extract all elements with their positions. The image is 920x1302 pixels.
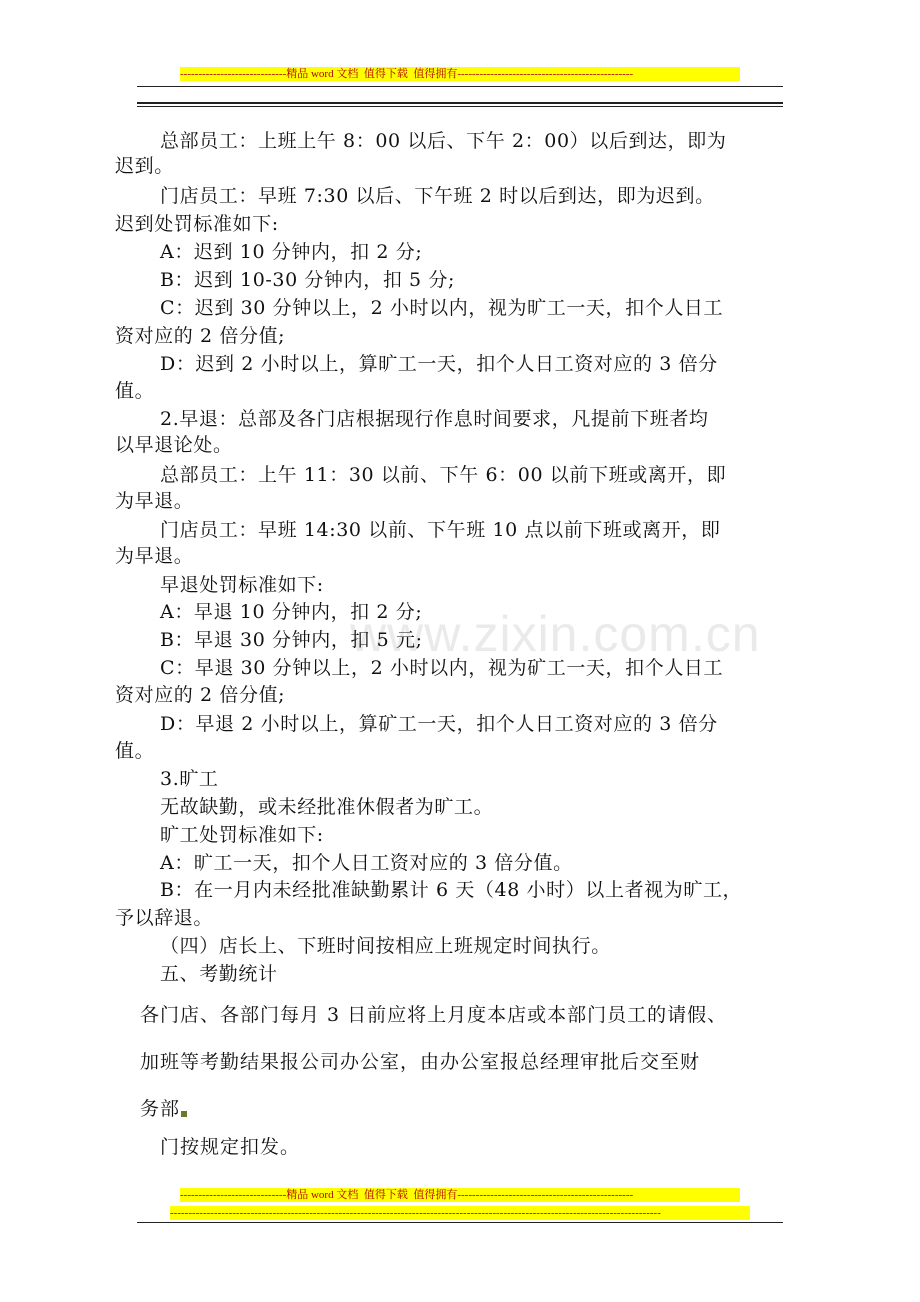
text-line: B：迟到 10-30 分钟内，扣 5 分; [160, 269, 455, 291]
text-line: 加班等考勤结果报公司办公室，由办公室报总经理审批后交至财 [140, 1051, 701, 1073]
text-line: 2.早退：总部及各门店根据现行作息时间要求，凡提前下班者均 [160, 408, 709, 430]
text-line: 早退处罚标准如下: [160, 574, 324, 596]
text-line: （四）店长上、下班时间按相应上班规定时间执行。 [160, 935, 611, 957]
text-line: D：迟到 2 小时以上，算旷工一天，扣个人日工资对应的 3 倍分 [160, 353, 718, 375]
text-line: A：迟到 10 分钟内，扣 2 分; [160, 241, 423, 263]
text-line: 门按规定扣发。 [160, 1136, 301, 1158]
text-line: 总部员工：上午 11：30 以前、下午 6：00 以前下班或离开，即 [160, 464, 727, 486]
footer-banner-dashes: -------------------------------------------------------------------------------------------------------------------------------------- [170, 1206, 750, 1220]
text-line: 资对应的 2 倍分值; [115, 325, 286, 347]
text-line: C：早退 30 分钟以上，2 小时以内，视为矿工一天，扣个人日工 [160, 657, 724, 679]
text-line: B：早退 30 分钟内，扣 5 元; [160, 629, 423, 651]
text-line: 为早退。 [115, 545, 194, 567]
text-line: 迟到。 [115, 155, 174, 177]
text-line: B：在一月内未经批准缺勤累计 6 天（48 小时）以上者视为旷工， [160, 879, 743, 901]
header-rule [137, 86, 783, 87]
text-line: 门店员工：早班 7:30 以后、下午班 2 时以后到达，即为迟到。 [160, 185, 715, 207]
header-banner: -----------------------------精品 word 文档 值得下载 值得拥有------------------------------------------------ [180, 67, 740, 81]
text-line: 门店员工：早班 14:30 以前、下午班 10 点以前下班或离开，即 [160, 519, 721, 541]
text-line: D：早退 2 小时以上，算矿工一天，扣个人日工资对应的 3 倍分 [160, 713, 718, 735]
paragraph-mark-icon [181, 1111, 187, 1117]
text-line: A：早退 10 分钟内，扣 2 分; [160, 601, 423, 623]
text-line: 资对应的 2 倍分值; [115, 684, 286, 706]
header-rule-double-bottom [137, 106, 783, 107]
text-line: 无故缺勤，或未经批准休假者为旷工。 [160, 796, 494, 818]
text-line: 值。 [115, 380, 155, 402]
text-line: 各门店、各部门每月 3 日前应将上月度本店或本部门员工的请假、 [140, 1004, 728, 1026]
header-rule-double-top [137, 102, 783, 104]
text-line: A：旷工一天，扣个人日工资对应的 3 倍分值。 [160, 852, 573, 874]
text-line: 五、考勤统计 [160, 963, 278, 985]
text-line: 总部员工：上班上午 8：00 以后、下午 2：00）以后到达，即为 [160, 130, 727, 152]
text-line: 以早退论处。 [115, 434, 233, 456]
text-line: 予以辞退。 [115, 907, 214, 929]
text-line: 务部 [140, 1098, 181, 1120]
text-line-with-mark [140, 1098, 187, 1120]
text-line: 为早退。 [115, 490, 194, 512]
text-line: 迟到处罚标准如下: [115, 213, 279, 235]
footer-rule [137, 1222, 783, 1223]
text-line: 3.旷工 [160, 768, 219, 790]
footer-banner: -----------------------------精品 word 文档 值得下载 值得拥有------------------------------------------------ [180, 1188, 740, 1202]
text-line: 旷工处罚标准如下: [160, 824, 324, 846]
text-line: C：迟到 30 分钟以上，2 小时以内，视为旷工一天，扣个人日工 [160, 297, 724, 319]
watermark: www.zixin.com.cn [350, 606, 761, 662]
text-line: 值。 [115, 740, 155, 762]
